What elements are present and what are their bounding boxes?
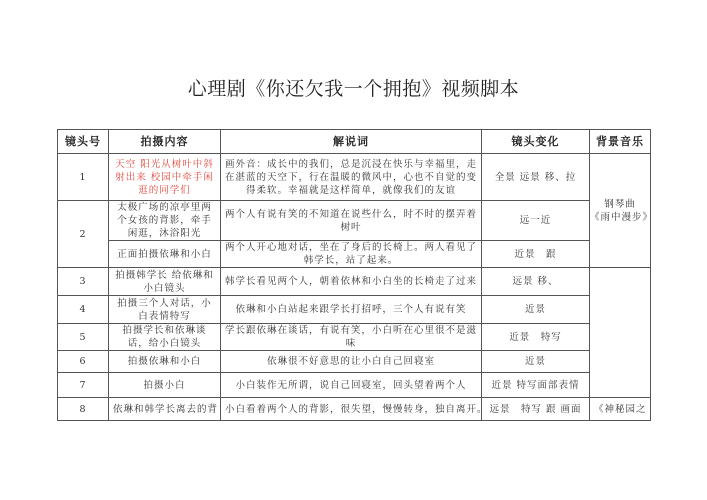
cell-camera: 近景: [482, 351, 590, 373]
table-row: [58, 324, 651, 351]
cell-narration: 小白看着两个人的背影，很失望，慢慢转身，独自离开。: [221, 398, 482, 421]
cell-content: 天空 阳光从树叶中斜射出来 校园中牵手闲逛的同学们: [109, 154, 221, 201]
cell-shot-no: 4: [58, 296, 109, 324]
cell-camera: 远一近: [482, 201, 590, 241]
cell-narration: 两个人开心地对话，坐在了身后的长椅上。两人看见了韩学长，站了起来。: [221, 241, 482, 268]
cell-narration: 小白装作无所谓，说自己回寝室，回头望着两个人: [221, 373, 482, 398]
document-title: 心理剧《你还欠我一个拥抱》视频脚本: [187, 78, 520, 100]
cell-music: 《神秘园之: [590, 398, 651, 421]
table-row: [58, 154, 651, 201]
cell-music: [590, 268, 651, 398]
header-camera: 镜头变化: [482, 130, 590, 154]
header-music: 背景音乐: [590, 130, 651, 154]
table-row: [58, 296, 651, 324]
cell-camera: 近景: [482, 296, 590, 324]
table-row: [58, 398, 651, 421]
cell-content: 拍摄学长和依琳谈话，给小白镜头: [109, 324, 221, 351]
header-content: 拍摄内容: [109, 130, 221, 154]
cell-content: 拍摄韩学长 给依琳和小白镜头: [109, 268, 221, 296]
cell-narration: 两个人有说有笑的不知道在说些什么，时不时的摆弄着树叶: [221, 201, 482, 241]
cell-shot-no: 1: [58, 154, 109, 201]
table-row: [58, 373, 651, 398]
cell-shot-no: 7: [58, 373, 109, 398]
script-table: [57, 129, 654, 421]
cell-narration: 韩学长看见两个人，朝着依林和小白坐的长椅走了过来: [221, 268, 482, 296]
cell-narration: 画外音：成长中的我们，总是沉浸在快乐与幸福里，走在湛蓝的天空下，行在温暖的微风中，心也不自觉的变得柔软。幸福就是这样简单，就像我们的友谊: [221, 154, 482, 201]
cell-shot-no: 6: [58, 351, 109, 373]
cell-narration: 依琳和小白站起来跟学长打招呼，三个人有说有笑: [221, 296, 482, 324]
table-row: [58, 201, 651, 241]
music-line-2: 《雨中漫步》: [590, 211, 654, 223]
cell-camera: 近景 特写面部表情: [482, 373, 590, 398]
table-row: [58, 268, 651, 296]
header-narration: 解说词: [221, 130, 482, 154]
cell-shot-no: 2: [58, 201, 109, 268]
cell-content: 拍摄小白: [109, 373, 221, 398]
cell-shot-no: 8: [58, 398, 109, 421]
header-shot-no: 镜头号: [58, 130, 109, 154]
cell-camera: 全景 远景 移、拉: [482, 154, 590, 201]
cell-content: 太极广场的凉亭里两个女孩的背影，牵手闲逛，沐浴阳光: [109, 201, 221, 241]
cell-narration: 学长跟依琳在谈话，有说有笑，小白听在心里很不是滋味: [221, 324, 482, 351]
cell-content: 拍摄三个人对话，小白表情特写: [109, 296, 221, 324]
cell-content: 拍摄依琳和小白: [109, 351, 221, 373]
cell-camera: 近景 特写: [482, 324, 590, 351]
cell-narration: 依琳很不好意思的让小白自己回寝室: [221, 351, 482, 373]
table-row: [58, 241, 651, 268]
cell-camera: 近景 跟: [482, 241, 590, 268]
music-line-1: 钢琴曲: [604, 198, 636, 210]
cell-camera: 远景 特写 跟 画面: [482, 398, 590, 421]
cell-shot-no: 5: [58, 324, 109, 351]
table-header-row: [58, 130, 651, 154]
table-row: [58, 351, 651, 373]
cell-content: 依琳和韩学长离去的背: [109, 398, 221, 421]
cell-music: [590, 154, 654, 268]
cell-camera: 远景 移、: [482, 268, 590, 296]
cell-content: 正面拍摄依琳和小白: [109, 241, 221, 268]
cell-shot-no: 3: [58, 268, 109, 296]
